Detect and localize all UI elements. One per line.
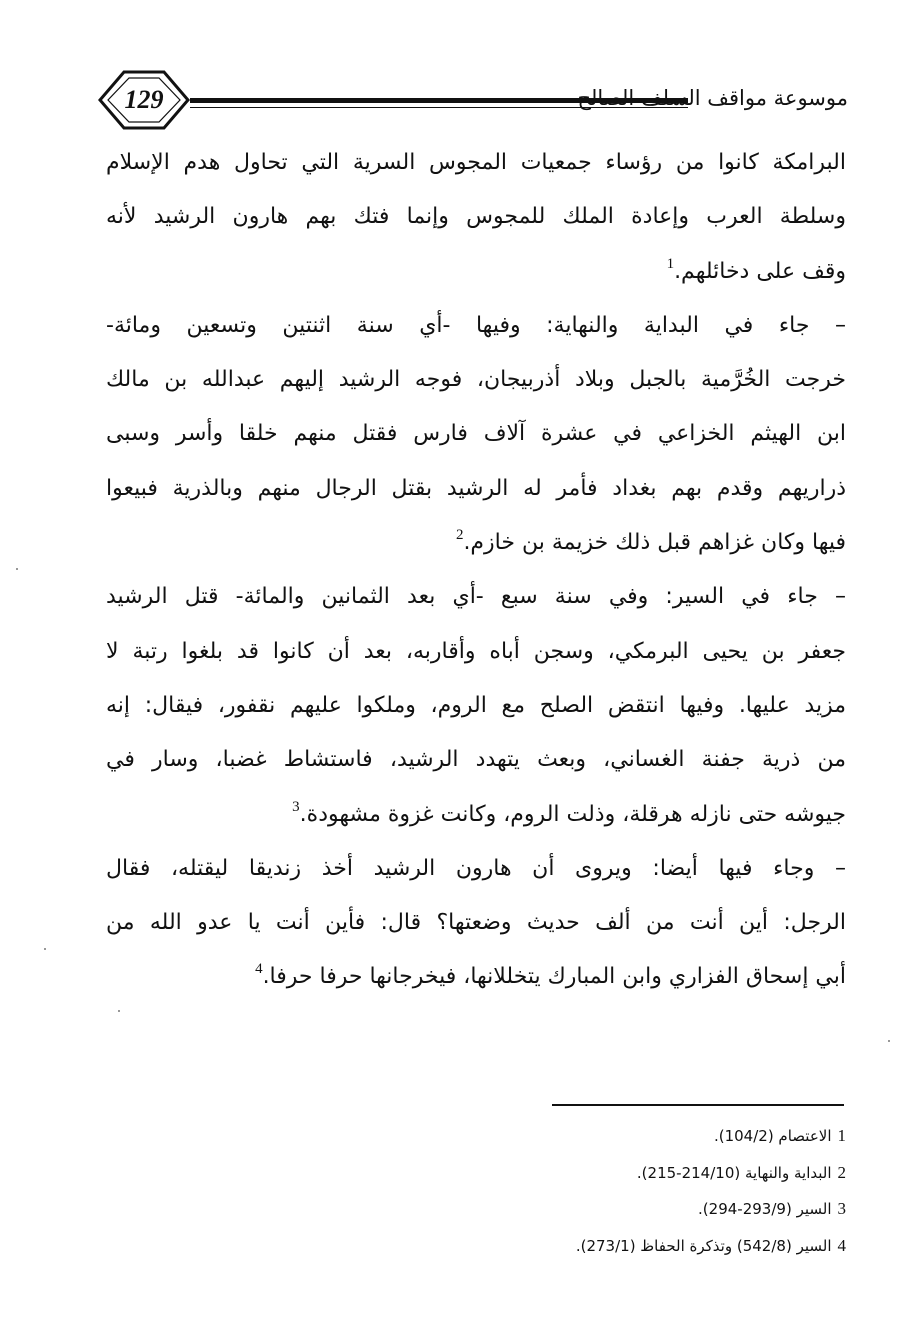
text-line: أبي إسحاق الفزاري وابن المبارك يتخللانها، فيخرجانها حرفا حرفا.$^4$ — [255, 961, 846, 990]
footnote-number: 4 — [837, 1236, 846, 1256]
footnote-reference[interactable]: 1 — [666, 255, 675, 272]
footnote-number: 1 — [837, 1126, 846, 1145]
footnote-reference[interactable]: 2 — [455, 527, 464, 544]
paragraph — [106, 570, 846, 841]
footnote-text: السير (293/9-294). — [698, 1200, 832, 1219]
scan-speck — [44, 948, 46, 950]
paragraph — [106, 136, 846, 299]
scan-speck — [888, 1040, 890, 1042]
footnotes — [346, 1118, 846, 1265]
scan-speck — [16, 568, 18, 570]
text-line: ذراريهم وقدم بهم بغداد فأمر له الرشيد بقتل الرجال منهم وبالذرية فبيعوا — [106, 475, 846, 501]
page-header — [96, 68, 848, 132]
text-line: فيها وكان غزاهم قبل ذلك خزيمة بن خازم.$^2$ — [455, 527, 846, 556]
footnote-number: 2 — [837, 1162, 846, 1182]
footnote — [346, 1155, 846, 1192]
text-line: جيوشه حتى نازله هرقلة، وذلت الروم، وكانت غزوة مشهودة.$^3$ — [292, 798, 846, 827]
series-title: موسوعة مواقف السلف الصالح — [577, 86, 848, 110]
footnote-text: الاعتصام (104/2). — [713, 1127, 832, 1145]
text-line: ابن الهيثم الخزاعي في عشرة آلاف فارس فقتل منهم خلقا وأسر وسبى — [106, 421, 846, 447]
text-line: الرجل: أين أنت من ألف حديث وضعتها؟ قال: فأين أنت يا عدو الله من — [106, 910, 846, 936]
text-line: – جاء في البداية والنهاية: وفيها -أي سنة اثنتين وتسعين ومائة- — [106, 312, 846, 338]
footnote — [346, 1228, 846, 1265]
text-line: وقف على دخائلهم.$^1$ — [666, 255, 846, 284]
text-line: البرامكة كانوا من رؤساء جمعيات المجوس السرية التي تحاول هدم الإسلام — [106, 150, 846, 175]
footnote — [346, 1191, 846, 1228]
text-line: وسلطة العرب وإعادة الملك للمجوس وإنما فتك بهم هارون الرشيد لأنه — [106, 204, 846, 230]
text-line: خرجت الخُرَّمية بالجبل وبلاد أذربيجان، فوجه الرشيد إليهم عبدالله بن مالك — [106, 367, 846, 393]
page-number-badge — [96, 68, 192, 132]
text-line: مزيد عليها. وفيها انتقض الصلح مع الروم، وملكوا عليهم نقفور، فيقال: إنه — [106, 692, 846, 718]
body-text — [106, 136, 846, 1005]
paragraph — [106, 299, 846, 570]
scan-speck — [118, 1010, 120, 1012]
footnote-text: السير (542/8) وتذكرة الحفاظ (273/1). — [575, 1237, 832, 1256]
text-line: – وجاء فيها أيضا: ويروى أن هارون الرشيد أخذ زنديقا ليقتله، فقال — [106, 855, 846, 881]
footnote — [346, 1118, 846, 1155]
text-line: – جاء في السير: وفي سنة سبع -أي بعد الثمانين والمائة- قتل الرشيد — [106, 584, 846, 610]
page-number: 129 — [124, 85, 164, 114]
footnote-separator — [552, 1104, 844, 1106]
paragraph — [106, 842, 846, 1005]
text-line: جعفر بن يحيى البرمكي، وسجن أباه وأقاربه، بعد أن كانوا قد بلغوا رتبة لا — [106, 638, 846, 664]
footnote-reference[interactable]: 3 — [292, 798, 300, 815]
footnote-text: البداية والنهاية (214/10-215). — [636, 1163, 832, 1182]
footnote-reference[interactable]: 4 — [255, 961, 263, 978]
footnote-number: 3 — [837, 1199, 846, 1219]
text-line: من ذرية جفنة الغساني، وبعث يتهدد الرشيد، فاستشاط غضبا، وسار في — [106, 747, 846, 773]
